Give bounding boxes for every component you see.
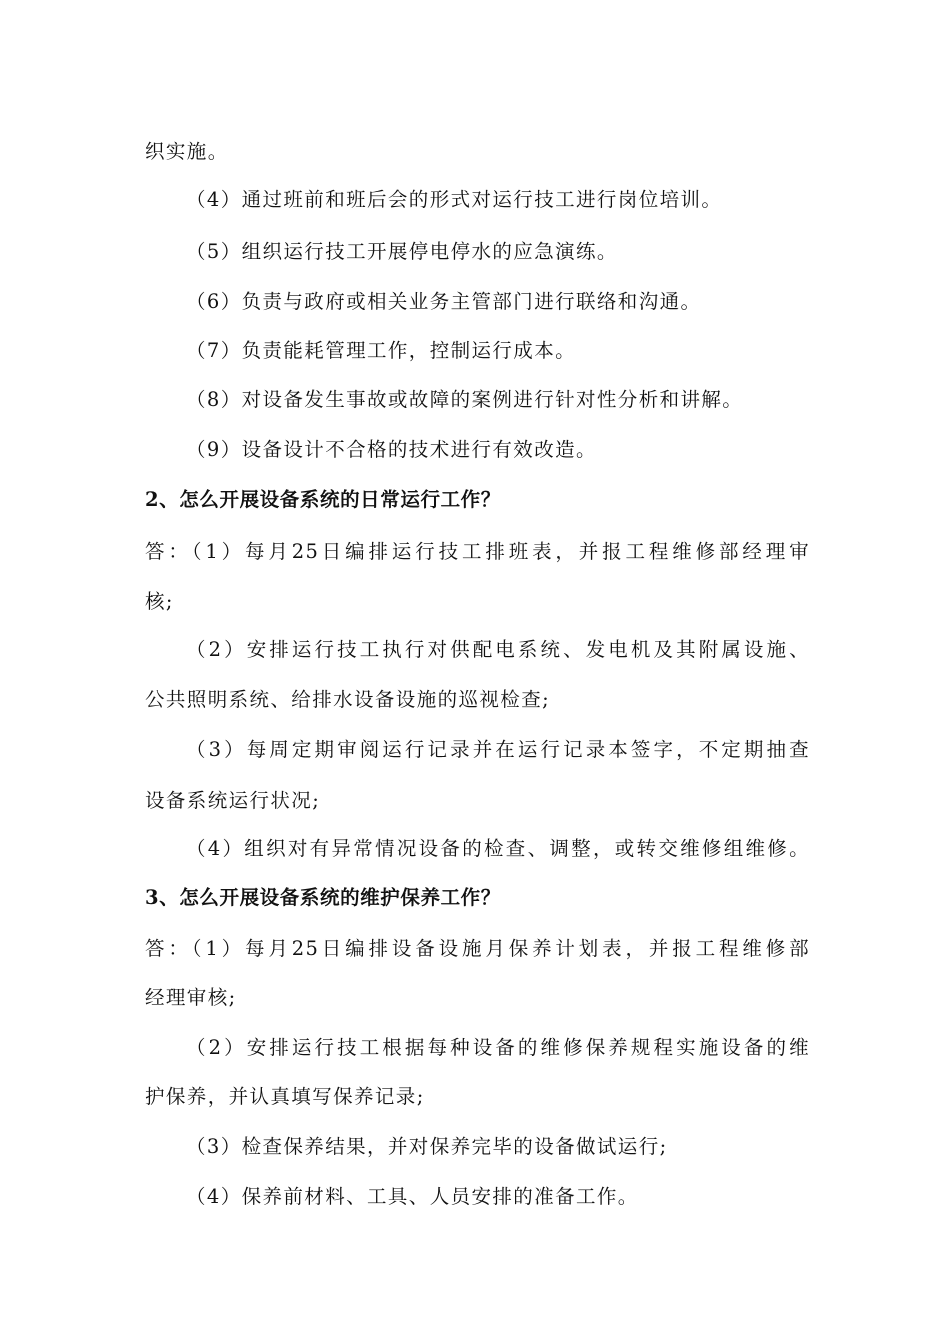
list-item: （3）检查保养结果，并对保养完毕的设备做试运行; [186, 1135, 668, 1158]
section-heading: 3、怎么开展设备系统的维护保养工作？ [145, 886, 501, 909]
list-item: （2）安排运行技工执行对供配电系统、发电机及其附属设施、 [186, 638, 810, 661]
list-item: （4）保养前材料、工具、人员安排的准备工作。 [186, 1185, 639, 1208]
list-item: （6）负责与政府或相关业务主管部门进行联络和沟通。 [186, 290, 702, 313]
list-item: （4）通过班前和班后会的形式对运行技工进行岗位培训。 [186, 188, 723, 211]
text-line: 经理审核; [145, 986, 237, 1009]
list-item: （2）安排运行技工根据每种设备的维修保养规程实施设备的维 [186, 1036, 810, 1059]
answer-line: 答：（1）每月25日编排运行技工排班表，并报工程维修部经理审 [145, 540, 810, 563]
text-line: 设备系统运行状况; [145, 789, 321, 812]
answer-line: 答：（1）每月25日编排设备设施月保养计划表，并报工程维修部 [145, 937, 810, 960]
text-line: 公共照明系统、给排水设备设施的巡视检查; [145, 688, 551, 711]
list-item: （8）对设备发生事故或故障的案例进行针对性分析和讲解。 [186, 388, 744, 411]
list-item: （9）设备设计不合格的技术进行有效改造。 [186, 438, 597, 461]
text-line: 核; [145, 590, 174, 613]
list-item: （7）负责能耗管理工作，控制运行成本。 [186, 339, 577, 362]
text-line: 护保养，并认真填写保养记录; [145, 1085, 425, 1108]
section-heading: 2、怎么开展设备系统的日常运行工作？ [145, 488, 501, 511]
list-item: （3）每周定期审阅运行记录并在运行记录本签字，不定期抽查 [186, 738, 810, 761]
list-item: （5）组织运行技工开展停电停水的应急演练。 [186, 240, 618, 263]
text-line: 织实施。 [145, 140, 229, 163]
list-item: （4）组织对有异常情况设备的检查、调整，或转交维修组维修。 [186, 837, 810, 860]
